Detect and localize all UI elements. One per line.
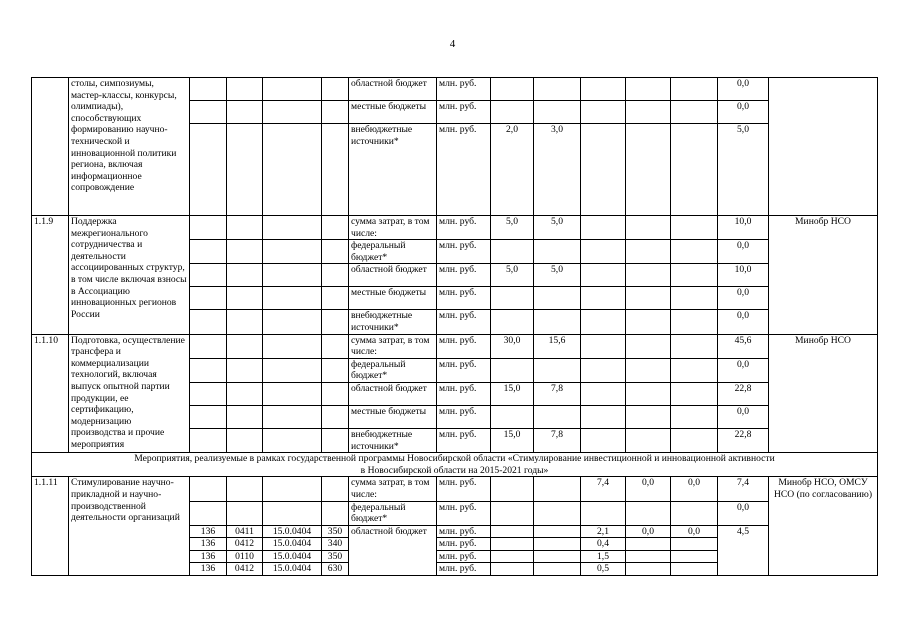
cell-value-4: [626, 382, 671, 405]
cell-grbs: [190, 501, 227, 525]
cell-csr: [263, 358, 322, 382]
cell-value-2: [534, 101, 581, 124]
cell-grbs: [190, 216, 227, 240]
cell-value-1: [491, 550, 534, 563]
cell-value-1: [491, 563, 534, 576]
cell-value-3: [581, 501, 626, 525]
cell-source: внебюджетные источники*: [349, 124, 437, 216]
cell-source: областной бюджет: [349, 78, 437, 101]
table-row: [32, 334, 878, 358]
cell-grbs: [190, 428, 227, 452]
cell-vr: [322, 124, 349, 216]
cell-value-4: [626, 501, 671, 525]
cell-vr: [322, 287, 349, 310]
cell-csr: [263, 501, 322, 525]
cell-value-2: 7,8: [534, 382, 581, 405]
cell-value-4: [626, 310, 671, 334]
cell-vr: [322, 78, 349, 101]
cell-value-2: 15,6: [534, 334, 581, 358]
cell-grbs: [190, 287, 227, 310]
cell-total: 0,0: [718, 501, 769, 525]
cell-vr: [322, 428, 349, 452]
cell-executor: Минобр НСО: [769, 334, 878, 453]
cell-grbs: [190, 101, 227, 124]
cell-value-2: 3,0: [534, 124, 581, 216]
cell-value-5: [671, 287, 718, 310]
cell-unit: млн. руб.: [437, 525, 491, 538]
cell-vr: [322, 405, 349, 428]
cell-total: 0,0: [718, 78, 769, 101]
cell-rz: [227, 78, 263, 101]
cell-value-3: 0,5: [581, 563, 626, 576]
cell-rz: [227, 216, 263, 240]
cell-value-1: 15,0: [491, 382, 534, 405]
cell-value-3: 7,4: [581, 477, 626, 501]
cell-value-2: [534, 358, 581, 382]
cell-value-3: [581, 101, 626, 124]
cell-source: сумма затрат, в том числе:: [349, 334, 437, 358]
cell-rz: [227, 240, 263, 264]
cell-rz: [227, 405, 263, 428]
cell-executor: [769, 78, 878, 216]
cell-csr: 15.0.0404: [263, 550, 322, 563]
cell-total: 0,0: [718, 287, 769, 310]
cell-vr: [322, 240, 349, 264]
cell-csr: [263, 216, 322, 240]
cell-value-5: [671, 334, 718, 358]
cell-value-5: [671, 382, 718, 405]
cell-value-3: 2,1: [581, 525, 626, 538]
cell-value-2: [534, 240, 581, 264]
cell-csr: 15.0.0404: [263, 563, 322, 576]
cell-value-3: 0,4: [581, 538, 626, 551]
cell-value-5: [671, 78, 718, 101]
cell-value-1: 15,0: [491, 428, 534, 452]
cell-measure-name: Стимулирование научно-прикладной и научно-производственной деятельности организаций: [69, 477, 190, 576]
cell-source: сумма затрат, в том числе:: [349, 477, 437, 501]
cell-grbs: [190, 78, 227, 101]
cell-value-3: [581, 78, 626, 101]
cell-value-1: [491, 538, 534, 551]
cell-unit: млн. руб.: [437, 101, 491, 124]
cell-unit: млн. руб.: [437, 240, 491, 264]
cell-unit: млн. руб.: [437, 550, 491, 563]
cell-vr: [322, 216, 349, 240]
cell-source: внебюджетные источники*: [349, 310, 437, 334]
cell-grbs: [190, 264, 227, 287]
table-row: [32, 477, 878, 501]
cell-total: 0,0: [718, 101, 769, 124]
cell-value-3: [581, 287, 626, 310]
cell-rz: [227, 334, 263, 358]
cell-grbs: [190, 310, 227, 334]
cell-csr: [263, 405, 322, 428]
cell-value-4: 0,0: [626, 525, 671, 538]
cell-value-4: [626, 334, 671, 358]
cell-value-5: [671, 264, 718, 287]
cell-vr: [322, 382, 349, 405]
cell-value-2: [534, 501, 581, 525]
cell-csr: 15.0.0404: [263, 525, 322, 538]
cell-value-2: [534, 538, 581, 551]
cell-executor: Минобр НСО: [769, 216, 878, 335]
cell-unit: млн. руб.: [437, 334, 491, 358]
table-row: [32, 216, 878, 240]
cell-vr: [322, 358, 349, 382]
cell-unit: млн. руб.: [437, 358, 491, 382]
cell-csr: [263, 78, 322, 101]
cell-unit: млн. руб.: [437, 287, 491, 310]
cell-value-2: 7,8: [534, 428, 581, 452]
cell-value-2: 5,0: [534, 216, 581, 240]
cell-executor: Минобр НСО, ОМСУ НСО (по согласованию): [769, 477, 878, 576]
cell-vr: [322, 101, 349, 124]
cell-unit: млн. руб.: [437, 216, 491, 240]
cell-value-2: [534, 287, 581, 310]
cell-vr: 350: [322, 550, 349, 563]
cell-value-1: 5,0: [491, 216, 534, 240]
cell-unit: млн. руб.: [437, 538, 491, 551]
cell-vr: [322, 264, 349, 287]
cell-total: 0,0: [718, 310, 769, 334]
cell-value-5: [671, 124, 718, 216]
cell-value-4: [626, 538, 671, 551]
cell-value-5: [671, 428, 718, 452]
cell-value-5: [671, 101, 718, 124]
cell-unit: млн. руб.: [437, 78, 491, 101]
cell-value-5: 0,0: [671, 525, 718, 538]
cell-value-4: [626, 563, 671, 576]
cell-value-5: [671, 310, 718, 334]
cell-value-5: [671, 216, 718, 240]
cell-vr: 350: [322, 525, 349, 538]
cell-source: областной бюджет: [349, 264, 437, 287]
cell-unit: млн. руб.: [437, 264, 491, 287]
cell-value-1: [491, 501, 534, 525]
cell-value-3: [581, 264, 626, 287]
cell-value-3: [581, 334, 626, 358]
cell-rz: [227, 428, 263, 452]
cell-source: местные бюджеты: [349, 101, 437, 124]
cell-value-4: [626, 101, 671, 124]
cell-total: 0,0: [718, 240, 769, 264]
cell-grbs: [190, 334, 227, 358]
cell-source: федеральный бюджет*: [349, 240, 437, 264]
cell-rz: [227, 264, 263, 287]
cell-value-4: [626, 124, 671, 216]
cell-value-2: [534, 477, 581, 501]
cell-unit: млн. руб.: [437, 382, 491, 405]
cell-csr: [263, 101, 322, 124]
table-row: [32, 78, 878, 101]
cell-value-3: [581, 428, 626, 452]
cell-id: [32, 78, 69, 216]
cell-value-5: [671, 358, 718, 382]
cell-grbs: 136: [190, 563, 227, 576]
cell-value-4: [626, 358, 671, 382]
cell-vr: 340: [322, 538, 349, 551]
cell-csr: [263, 240, 322, 264]
cell-value-1: [491, 477, 534, 501]
page-number: 4: [449, 38, 456, 50]
cell-value-3: [581, 358, 626, 382]
cell-grbs: 136: [190, 538, 227, 551]
cell-value-1: [491, 405, 534, 428]
cell-vr: [322, 477, 349, 501]
cell-source: местные бюджеты: [349, 287, 437, 310]
cell-id: 1.1.11: [32, 477, 69, 576]
cell-value-5: [671, 550, 718, 563]
cell-value-2: [534, 525, 581, 538]
cell-vr: 630: [322, 563, 349, 576]
cell-value-5: [671, 405, 718, 428]
cell-unit: млн. руб.: [437, 428, 491, 452]
cell-total: 5,0: [718, 124, 769, 216]
cell-total: 22,8: [718, 382, 769, 405]
cell-value-3: [581, 405, 626, 428]
cell-total: 4,5: [718, 525, 769, 575]
cell-rz: 0411: [227, 525, 263, 538]
cell-value-4: [626, 240, 671, 264]
cell-value-2: [534, 405, 581, 428]
cell-csr: [263, 310, 322, 334]
cell-value-2: [534, 78, 581, 101]
cell-value-5: 0,0: [671, 477, 718, 501]
cell-value-4: [626, 287, 671, 310]
cell-rz: 0110: [227, 550, 263, 563]
cell-rz: [227, 477, 263, 501]
cell-rz: 0412: [227, 563, 263, 576]
cell-value-3: 1,5: [581, 550, 626, 563]
cell-grbs: [190, 382, 227, 405]
cell-value-4: [626, 78, 671, 101]
cell-value-4: [626, 264, 671, 287]
cell-total: 45,6: [718, 334, 769, 358]
cell-value-3: [581, 240, 626, 264]
cell-value-1: [491, 525, 534, 538]
section-row: [32, 453, 878, 477]
cell-value-5: [671, 538, 718, 551]
cell-rz: [227, 124, 263, 216]
cell-csr: [263, 264, 322, 287]
cell-value-2: [534, 563, 581, 576]
cell-total: 10,0: [718, 264, 769, 287]
cell-value-1: [491, 78, 534, 101]
cell-value-1: [491, 358, 534, 382]
cell-value-4: [626, 405, 671, 428]
cell-value-5: [671, 501, 718, 525]
cell-csr: 15.0.0404: [263, 538, 322, 551]
cell-measure-name: Поддержка межрегионального сотрудничества и деятельности ассоциированных структур, в том числе включая взносы в Ассоциацию инновационных регионов России: [69, 216, 190, 335]
cell-rz: [227, 101, 263, 124]
cell-grbs: 136: [190, 525, 227, 538]
cell-value-3: [581, 382, 626, 405]
cell-unit: млн. руб.: [437, 501, 491, 525]
cell-source: федеральный бюджет*: [349, 501, 437, 525]
cell-value-4: [626, 216, 671, 240]
cell-total: 22,8: [718, 428, 769, 452]
cell-source: внебюджетные источники*: [349, 428, 437, 452]
cell-source: местные бюджеты: [349, 405, 437, 428]
cell-value-4: [626, 550, 671, 563]
cell-value-2: [534, 310, 581, 334]
cell-value-4: [626, 428, 671, 452]
cell-csr: [263, 334, 322, 358]
cell-source: областной бюджет: [349, 525, 437, 575]
cell-unit: млн. руб.: [437, 310, 491, 334]
cell-csr: [263, 428, 322, 452]
cell-value-1: [491, 240, 534, 264]
cell-unit: млн. руб.: [437, 124, 491, 216]
cell-csr: [263, 124, 322, 216]
cell-grbs: [190, 124, 227, 216]
cell-vr: [322, 310, 349, 334]
cell-value-1: 5,0: [491, 264, 534, 287]
cell-total: 7,4: [718, 477, 769, 501]
cell-grbs: [190, 358, 227, 382]
program-table: [31, 77, 878, 576]
cell-id: 1.1.10: [32, 334, 69, 453]
cell-vr: [322, 501, 349, 525]
cell-grbs: [190, 405, 227, 428]
cell-rz: 0412: [227, 538, 263, 551]
cell-grbs: 136: [190, 550, 227, 563]
cell-value-3: [581, 216, 626, 240]
cell-measure-name: столы, симпозиумы, мастер-классы, конкурсы, олимпиады), способствующих формированию научно-технической и инновационной политики региона, включая информационное сопровождение: [69, 78, 190, 216]
cell-unit: млн. руб.: [437, 477, 491, 501]
cell-vr: [322, 334, 349, 358]
cell-unit: млн. руб.: [437, 563, 491, 576]
cell-id: 1.1.9: [32, 216, 69, 335]
cell-value-5: [671, 240, 718, 264]
cell-value-3: [581, 310, 626, 334]
cell-grbs: [190, 240, 227, 264]
cell-grbs: [190, 477, 227, 501]
cell-source: областной бюджет: [349, 382, 437, 405]
cell-rz: [227, 501, 263, 525]
section-title: [32, 453, 878, 477]
cell-source: сумма затрат, в том числе:: [349, 216, 437, 240]
cell-value-1: 30,0: [491, 334, 534, 358]
cell-rz: [227, 310, 263, 334]
cell-total: 10,0: [718, 216, 769, 240]
cell-value-5: [671, 563, 718, 576]
cell-csr: [263, 287, 322, 310]
cell-source: федеральный бюджет*: [349, 358, 437, 382]
cell-value-1: [491, 287, 534, 310]
cell-csr: [263, 477, 322, 501]
cell-value-2: [534, 550, 581, 563]
cell-unit: млн. руб.: [437, 405, 491, 428]
section-title-line2: в Новосибирской области на 2015-2021 годы»: [360, 464, 549, 476]
cell-rz: [227, 382, 263, 405]
section-title-line1: Мероприятия, реализуемые в рамках государственной программы Новосибирской области «Стимулирование инвестиционной и инновационной активности: [134, 453, 775, 465]
cell-rz: [227, 287, 263, 310]
cell-total: 0,0: [718, 358, 769, 382]
cell-csr: [263, 382, 322, 405]
cell-value-3: [581, 124, 626, 216]
cell-value-1: [491, 101, 534, 124]
cell-total: 0,0: [718, 405, 769, 428]
cell-rz: [227, 358, 263, 382]
cell-value-2: 5,0: [534, 264, 581, 287]
cell-measure-name: Подготовка, осуществление трансфера и коммерциализации технологий, включая выпуск опытной партии продукции, ее сертификацию, модернизацию производства и прочие мероприятия: [69, 334, 190, 453]
cell-value-4: 0,0: [626, 477, 671, 501]
cell-value-1: [491, 310, 534, 334]
cell-value-1: 2,0: [491, 124, 534, 216]
